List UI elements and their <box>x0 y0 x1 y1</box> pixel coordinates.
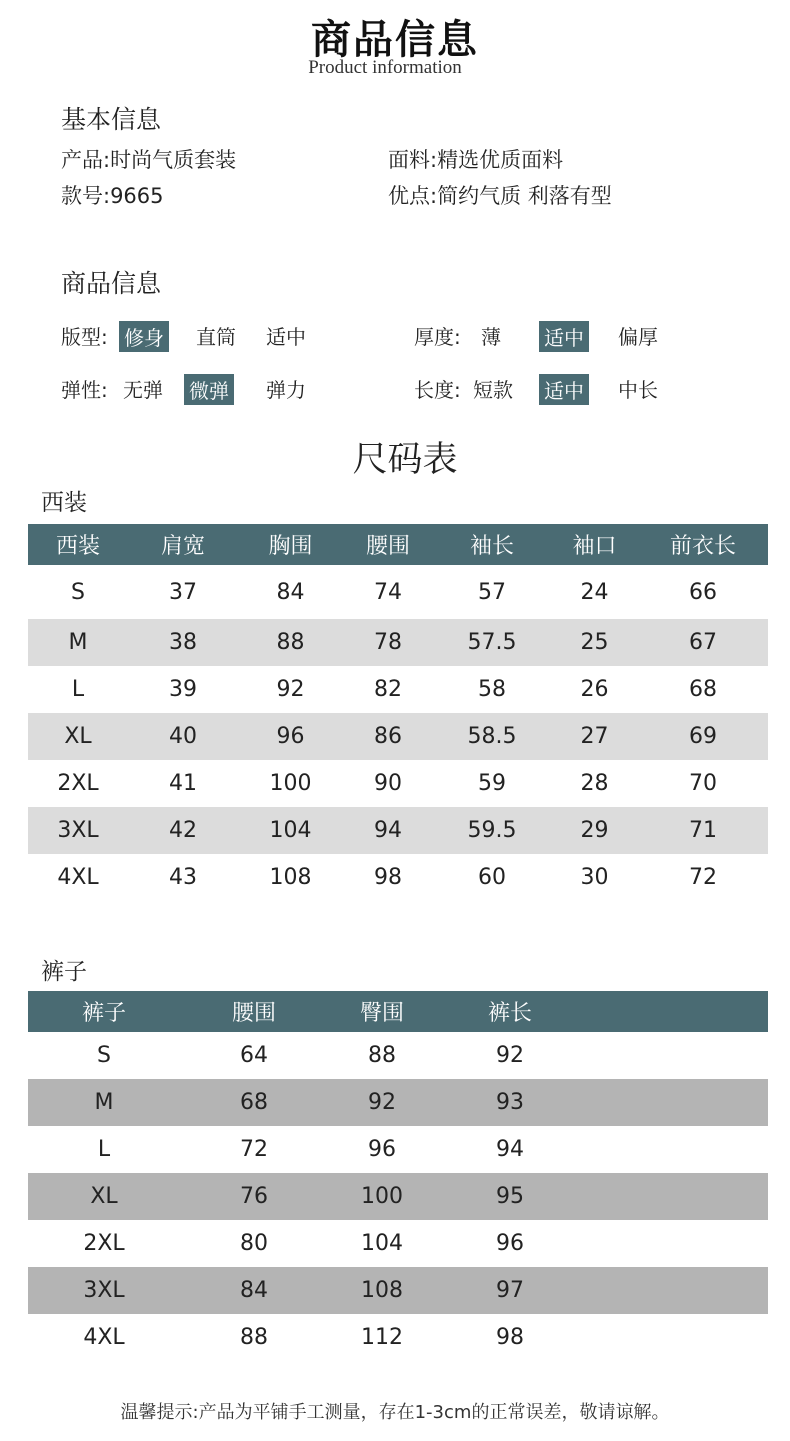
measurement-cell: 96 <box>496 1231 524 1256</box>
pants-size-table <box>28 991 768 1361</box>
advantage-info: 优点:简约气质 利落有型 <box>388 184 612 208</box>
table-row <box>28 1126 768 1173</box>
measurement-cell: 80 <box>240 1231 268 1256</box>
measurement-cell: 108 <box>269 865 312 890</box>
size-cell: XL <box>28 713 128 760</box>
measurement-cell: 57.5 <box>433 619 551 666</box>
measurement-cell: 28 <box>580 771 609 796</box>
measurement-cell: 42 <box>128 807 238 854</box>
table-row <box>28 619 768 666</box>
measurement-cell: 25 <box>551 619 638 666</box>
measurement-cell: 57 <box>478 579 506 605</box>
fit-option: 修身 <box>119 321 169 352</box>
pants-table-label: 裤子 <box>41 959 87 985</box>
measurement-cell: 37 <box>169 579 197 605</box>
elasticity-option: 弹力 <box>266 378 306 402</box>
size-cell: L <box>71 677 85 702</box>
size-cell: 2XL <box>83 1231 125 1256</box>
size-cell: M <box>28 1079 180 1126</box>
measurement-cell: 104 <box>238 807 343 854</box>
table-row <box>28 1173 768 1220</box>
size-cell: S <box>97 1043 111 1068</box>
measurement-cell: 59 <box>478 771 506 796</box>
measurement-cell: 72 <box>689 865 717 890</box>
measurement-cell: 108 <box>328 1267 436 1314</box>
column-header: 西装 <box>28 524 128 565</box>
page-title: 商品信息 <box>311 16 479 63</box>
measurement-cell: 38 <box>128 619 238 666</box>
measurement-cell: 76 <box>180 1173 328 1220</box>
measurement-cell: 97 <box>436 1267 584 1314</box>
fit-option: 直筒 <box>196 325 236 349</box>
length-option: 短款 <box>473 378 513 402</box>
table-row <box>28 1314 768 1361</box>
product-name: 产品:时尚气质套装 <box>61 148 237 172</box>
elasticity-option: 微弹 <box>184 374 234 405</box>
measurement-note: 温馨提示:产品为平铺手工测量，存在1-3cm的正常误差，敬请谅解。 <box>120 1402 670 1423</box>
column-header: 裤长 <box>436 991 584 1032</box>
measurement-cell: 58 <box>478 677 506 702</box>
size-cell: L <box>97 1137 111 1162</box>
measurement-cell: 96 <box>368 1137 396 1162</box>
elasticity-label: 弹性: <box>61 378 108 402</box>
column-header: 袖长 <box>433 524 551 565</box>
measurement-cell: 100 <box>328 1173 436 1220</box>
table-row <box>28 1032 768 1079</box>
measurement-cell: 100 <box>269 771 312 796</box>
measurement-cell: 72 <box>240 1137 268 1162</box>
measurement-cell: 88 <box>238 619 343 666</box>
fit-label: 版型: <box>61 325 108 349</box>
measurement-cell: 68 <box>689 677 717 702</box>
size-cell: M <box>28 619 128 666</box>
measurement-cell: 71 <box>638 807 768 854</box>
basic-info-heading: 基本信息 <box>61 105 162 134</box>
measurement-cell: 43 <box>169 865 197 890</box>
column-header: 肩宽 <box>128 524 238 565</box>
table-row <box>28 1267 768 1314</box>
column-header: 前衣长 <box>638 524 768 565</box>
suit-table-label: 西装 <box>41 490 87 516</box>
column-header: 胸围 <box>238 524 343 565</box>
measurement-cell: 29 <box>551 807 638 854</box>
size-cell: 4XL <box>57 865 99 890</box>
measurement-cell: 95 <box>436 1173 584 1220</box>
measurement-cell: 40 <box>128 713 238 760</box>
table-header-row <box>28 524 768 565</box>
measurement-cell: 74 <box>374 579 402 605</box>
measurement-cell: 66 <box>689 579 717 605</box>
table-header-row <box>28 991 768 1032</box>
measurement-cell: 67 <box>638 619 768 666</box>
table-row <box>28 807 768 854</box>
measurement-cell: 82 <box>374 677 402 702</box>
model-number: 款号:9665 <box>61 184 164 208</box>
measurement-cell: 88 <box>368 1043 396 1068</box>
size-cell: XL <box>28 1173 180 1220</box>
measurement-cell: 92 <box>328 1079 436 1126</box>
measurement-cell: 41 <box>169 771 197 796</box>
measurement-cell: 30 <box>580 865 609 890</box>
table-row <box>28 760 768 807</box>
thickness-option: 偏厚 <box>618 325 658 349</box>
table-row <box>28 854 768 901</box>
column-header: 腰围 <box>343 524 433 565</box>
measurement-cell: 94 <box>343 807 433 854</box>
goods-info-heading: 商品信息 <box>61 269 162 298</box>
column-header: 裤子 <box>28 991 180 1032</box>
table-row <box>28 666 768 713</box>
size-chart-title: 尺码表 <box>352 440 458 480</box>
measurement-cell: 92 <box>496 1043 524 1068</box>
fit-option: 适中 <box>266 325 306 349</box>
size-cell: 3XL <box>28 807 128 854</box>
column-header: 袖口 <box>551 524 638 565</box>
measurement-cell: 88 <box>240 1325 268 1350</box>
measurement-cell: 98 <box>496 1325 524 1350</box>
measurement-cell: 84 <box>180 1267 328 1314</box>
measurement-cell: 64 <box>240 1043 268 1068</box>
column-header: 腰围 <box>180 991 328 1032</box>
length-option: 中长 <box>618 378 658 402</box>
length-label: 长度: <box>414 378 461 402</box>
measurement-cell: 26 <box>580 677 609 702</box>
measurement-cell: 70 <box>689 771 717 796</box>
page-subtitle: Product information <box>308 57 462 78</box>
measurement-cell: 78 <box>343 619 433 666</box>
measurement-cell: 59.5 <box>433 807 551 854</box>
measurement-cell: 94 <box>496 1137 524 1162</box>
thickness-option: 适中 <box>539 321 589 352</box>
measurement-cell: 104 <box>361 1231 403 1256</box>
suit-size-table <box>28 524 768 901</box>
measurement-cell: 98 <box>374 865 402 890</box>
measurement-cell: 39 <box>169 677 197 702</box>
thickness-option: 薄 <box>481 325 501 349</box>
table-row <box>28 1079 768 1126</box>
measurement-cell: 84 <box>276 579 305 605</box>
measurement-cell: 69 <box>638 713 768 760</box>
measurement-cell: 24 <box>580 579 609 605</box>
size-cell: 2XL <box>57 771 99 796</box>
size-cell: S <box>71 579 85 605</box>
size-cell: 4XL <box>83 1325 125 1350</box>
measurement-cell: 112 <box>361 1325 403 1350</box>
size-cell: 3XL <box>28 1267 180 1314</box>
table-row <box>28 1220 768 1267</box>
table-row <box>28 565 768 619</box>
thickness-label: 厚度: <box>414 325 461 349</box>
measurement-cell: 60 <box>478 865 506 890</box>
measurement-cell: 90 <box>374 771 402 796</box>
elasticity-option: 无弹 <box>123 378 163 402</box>
table-row <box>28 713 768 760</box>
measurement-cell: 96 <box>238 713 343 760</box>
length-option: 适中 <box>539 374 589 405</box>
measurement-cell: 27 <box>551 713 638 760</box>
measurement-cell: 93 <box>436 1079 584 1126</box>
measurement-cell: 86 <box>343 713 433 760</box>
fabric-info: 面料:精选优质面料 <box>388 148 564 172</box>
measurement-cell: 92 <box>276 677 305 702</box>
measurement-cell: 58.5 <box>433 713 551 760</box>
measurement-cell: 68 <box>180 1079 328 1126</box>
column-header: 臀围 <box>328 991 436 1032</box>
